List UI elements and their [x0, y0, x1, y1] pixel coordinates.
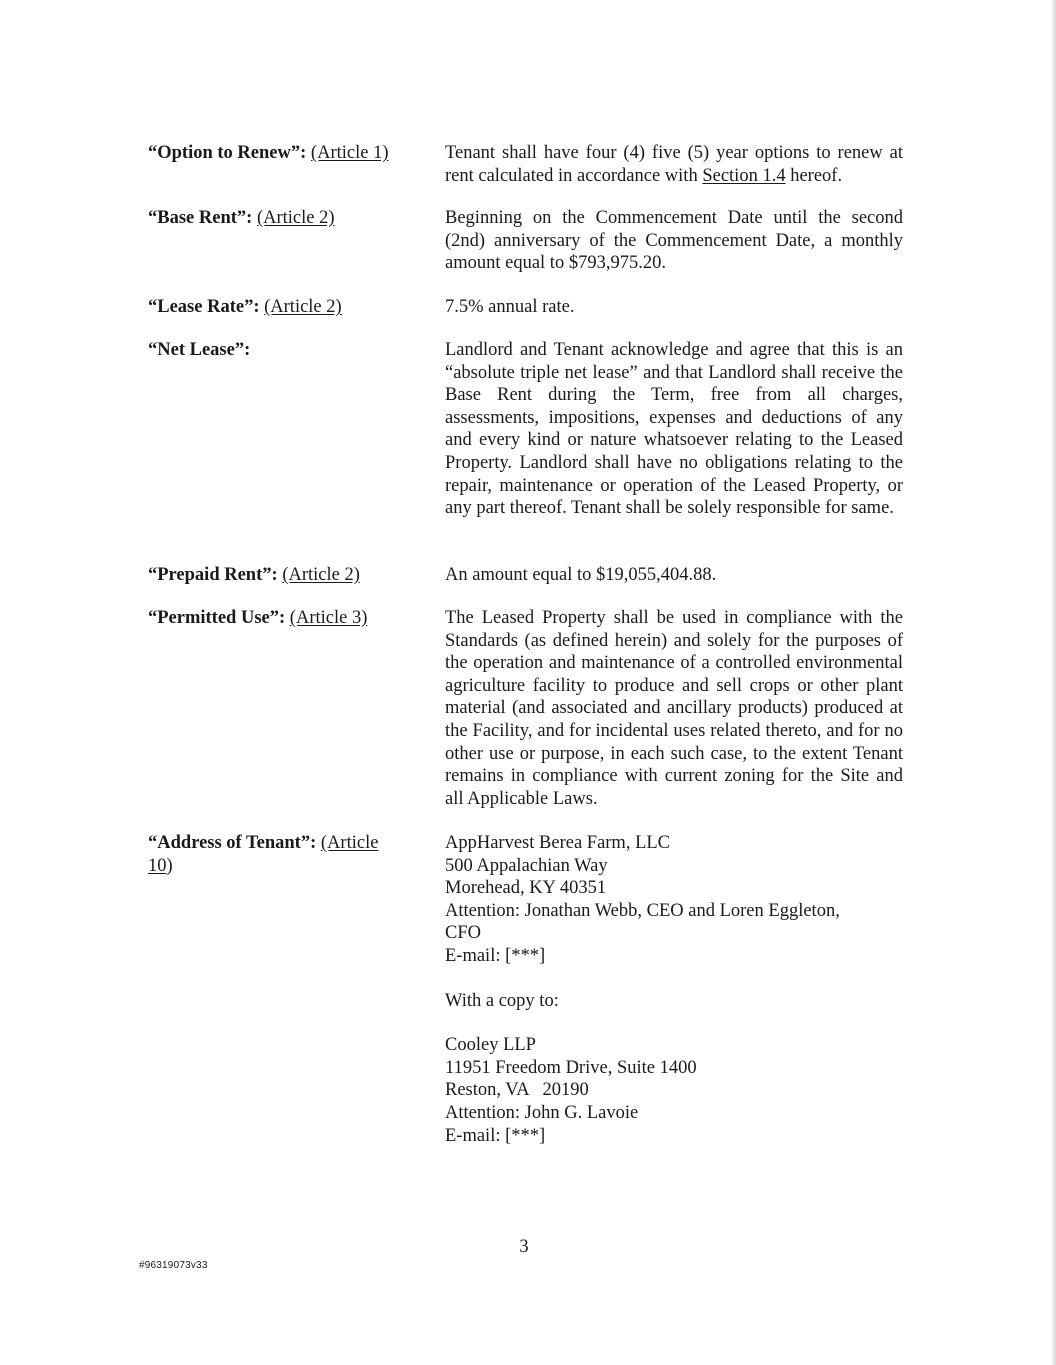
- term-label: “Net Lease”:: [148, 340, 251, 360]
- article-reference: (Article: [320, 833, 379, 853]
- article-reference: (Article 2): [282, 565, 360, 585]
- copy-to-label: With a copy to:: [445, 990, 559, 1011]
- copy-address-line: Attention: John G. Lavoie: [445, 1102, 639, 1123]
- page-number: 3: [519, 1237, 529, 1257]
- copy-address-line: E-mail: [***]: [445, 1125, 546, 1146]
- document-id: #96319073v33: [139, 1260, 208, 1271]
- tenant-address-block: [445, 832, 903, 1147]
- copy-address-line: Reston, VA 20190: [445, 1080, 589, 1101]
- definition-text: An amount equal to $19,055,404.88.: [445, 565, 717, 585]
- term-label: “Prepaid Rent”: (Article 2): [148, 565, 360, 585]
- address-line: AppHarvest Berea Farm, LLC: [445, 833, 671, 853]
- address-line: E-mail: [***]: [445, 945, 546, 966]
- term-label: “Lease Rate”: (Article 2): [148, 297, 342, 317]
- term-label: “Permitted Use”: (Article 3): [148, 608, 368, 628]
- article-reference: (Article 2): [256, 208, 335, 228]
- section-reference: Section 1.4: [702, 165, 786, 186]
- article-reference-number: 10: [148, 855, 167, 876]
- article-reference: (Article 2): [264, 297, 342, 317]
- definition-text: Tenant shall have four (4) five (5) year options to renew at rent calculated in accordance with Section 1.4 hereof.: [445, 143, 903, 186]
- copy-address-line: Cooley LLP: [445, 1035, 536, 1056]
- address-line: Attention: Jonathan Webb, CEO and Loren Eggleton,: [445, 900, 840, 921]
- definition-text: Landlord and Tenant acknowledge and agree that this is an “absolute triple net lease” and that Landlord shall receive the Base Rent during the Term, free from all charges, assessments, impositions, expenses and deductions of any and every kind or nature whatsoever relating to the Leased Property. Landlord shall have no obligations relating to the repair, maintenance or operation of the Leased Property, or any part thereof. Tenant shall be solely responsible for same.: [445, 340, 903, 519]
- definition-text: Beginning on the Commencement Date until the second (2nd) anniversary of the Commencement Date, a monthly amount equal to $793,975.20.: [445, 208, 903, 274]
- scan-edge-shadow: [1050, 0, 1056, 1365]
- address-line: 500 Appalachian Way: [445, 855, 608, 876]
- term-label: “Base Rent”: (Article 2): [148, 208, 335, 228]
- copy-address-line: 11951 Freedom Drive, Suite 1400: [445, 1057, 697, 1078]
- article-reference: (Article 1): [310, 143, 389, 163]
- term-label: “Address of Tenant”: (Article 10): [148, 833, 379, 876]
- definition-text: The Leased Property shall be used in compliance with the Standards (as defined herein) and solely for the purposes of the operation and maintenance of a controlled environmental agriculture facility to produce and sell crops or other plant material (and associated and ancillary products) produced at the Facility, and for incidental uses related thereto, and for no other use or purpose, in each such case, to the extent Tenant remains in compliance with current zoning for the Site and all Applicable Laws.: [445, 608, 903, 809]
- address-line: Morehead, KY 40351: [445, 878, 607, 899]
- term-label: “Option to Renew”: (Article 1): [148, 143, 389, 163]
- definition-text: 7.5% annual rate.: [445, 297, 575, 317]
- article-reference: (Article 3): [289, 608, 368, 628]
- address-line: CFO: [445, 923, 481, 944]
